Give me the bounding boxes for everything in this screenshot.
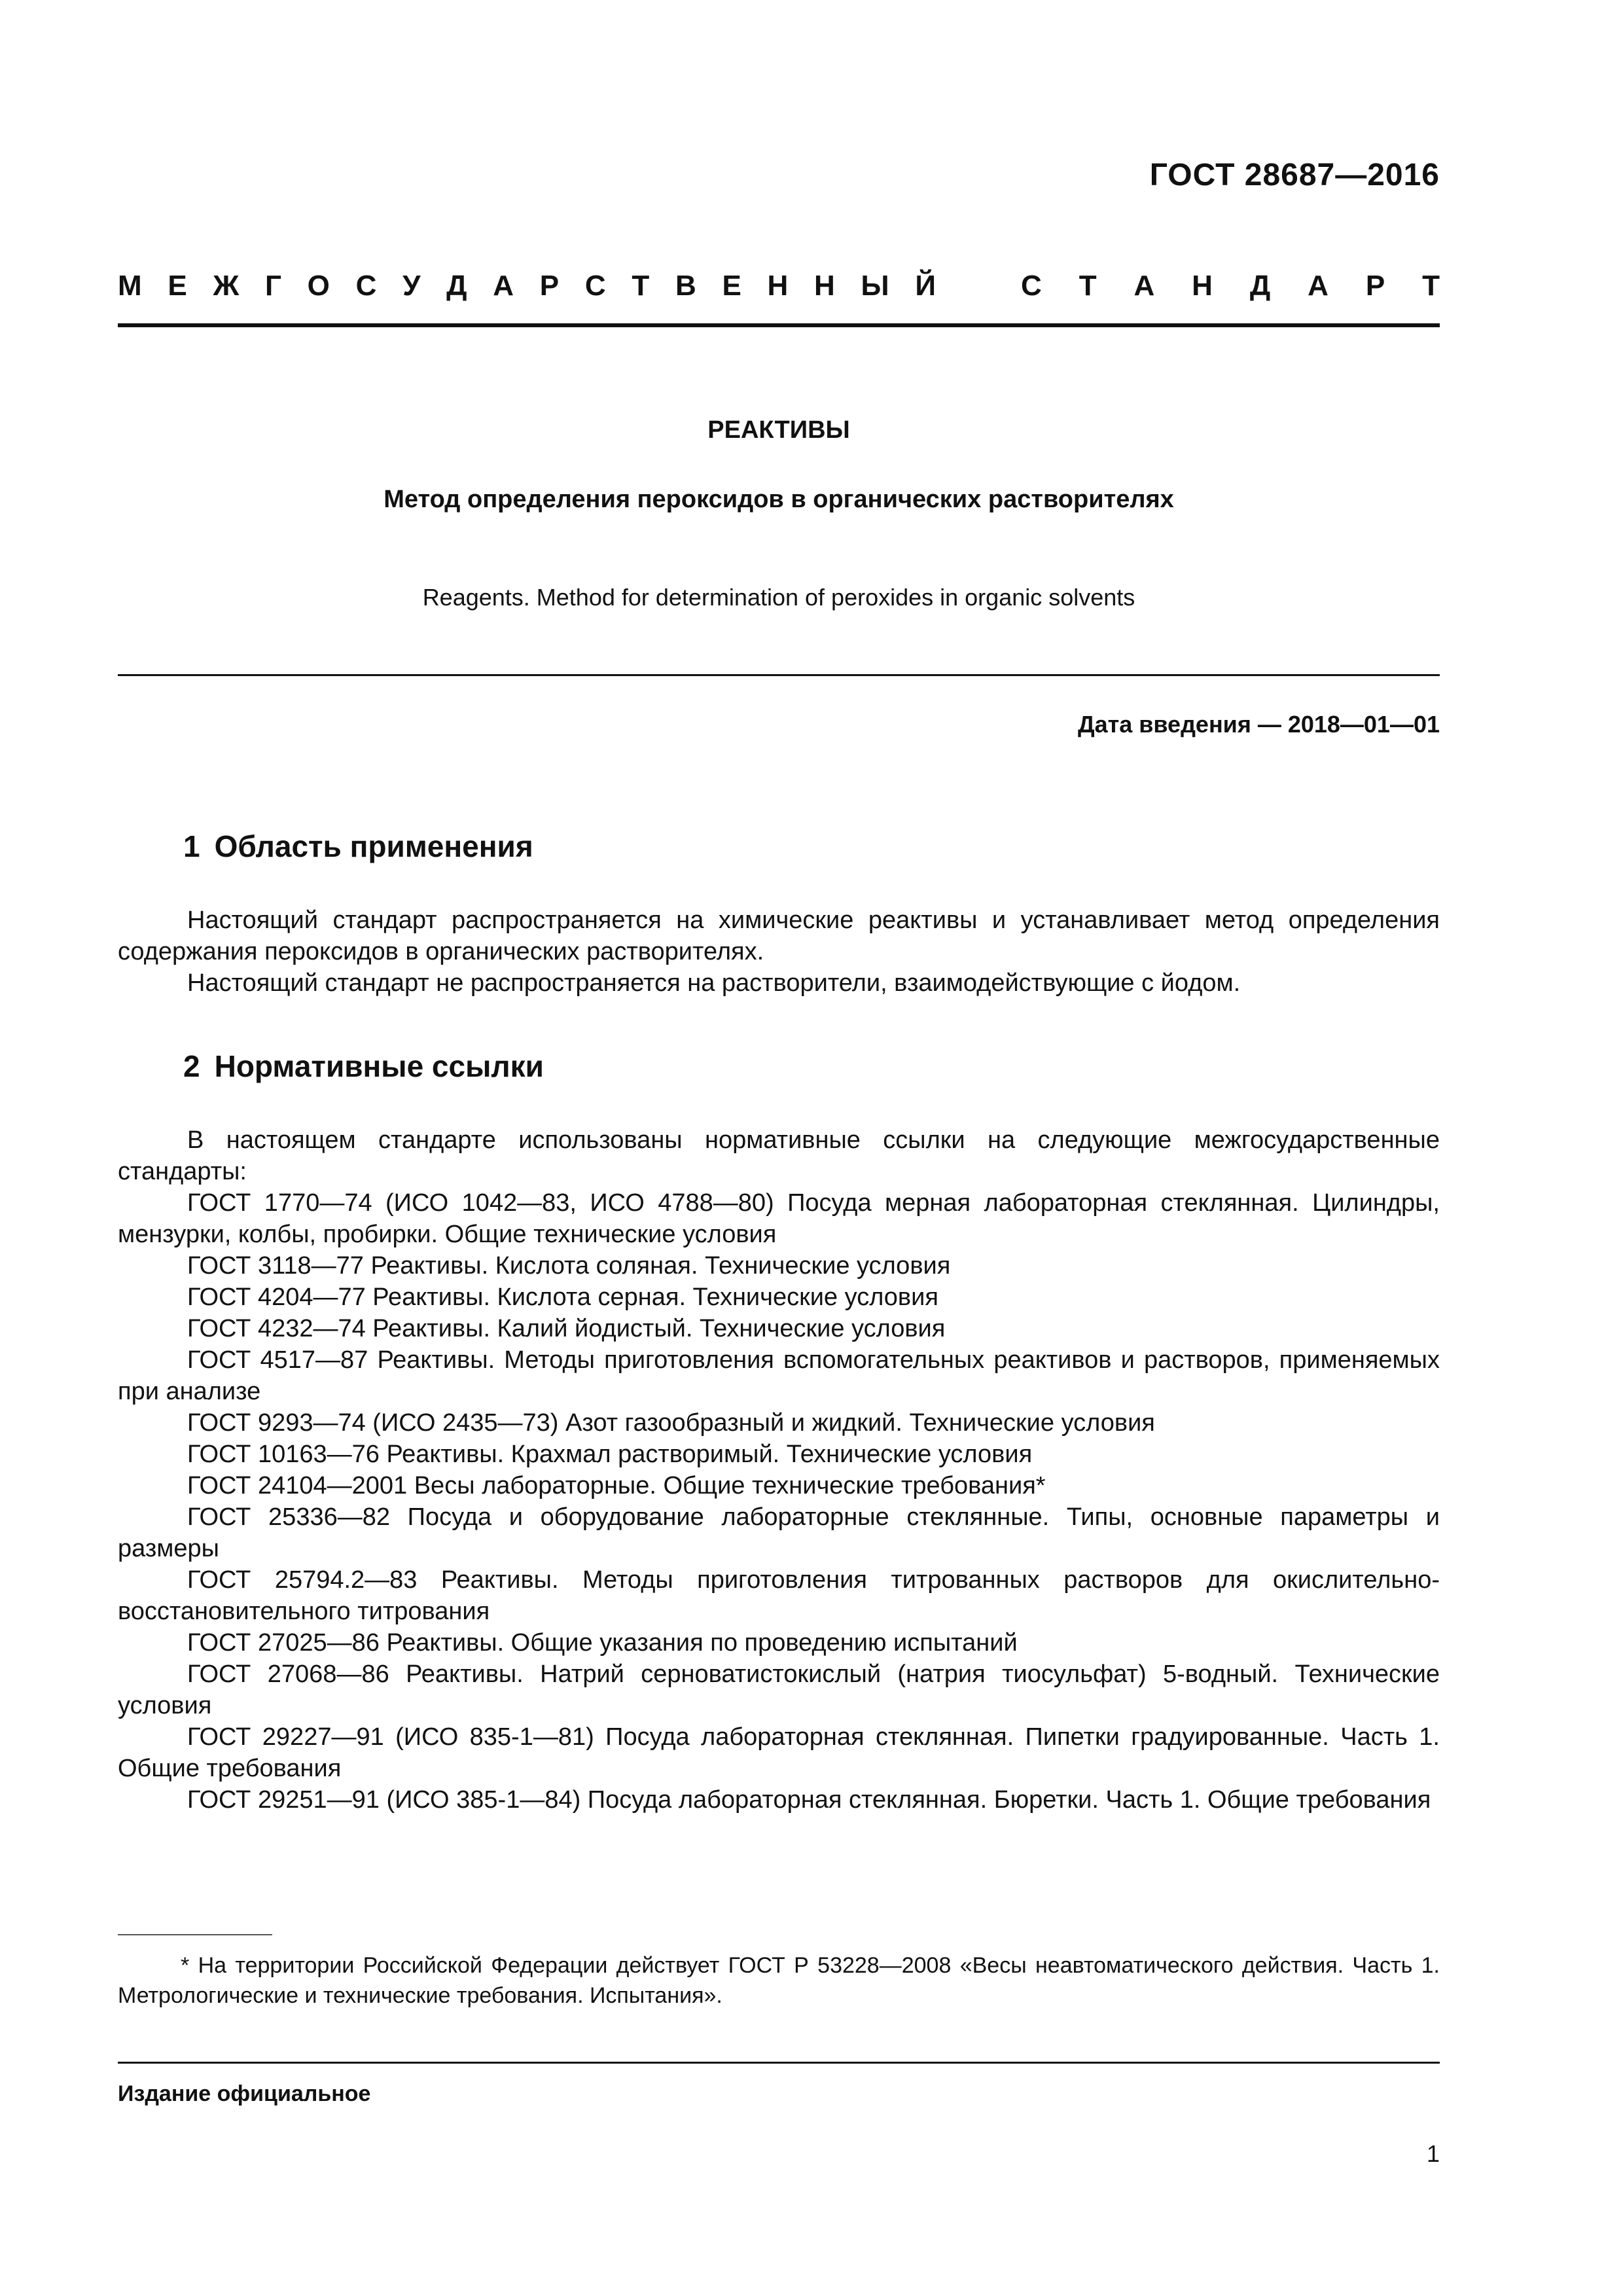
heading-letter: А	[493, 270, 514, 302]
footnote-text: * На территории Российской Федерации действует ГОСТ Р 53228—2008 «Весы неавтоматического действия. Часть 1. Метрологические и технические требования. Испытания».	[118, 1953, 1440, 2008]
heading-letter: Т	[1079, 270, 1097, 302]
heading-letter: Ы	[861, 270, 889, 302]
paragraph: Настоящий стандарт распространяется на химические реактивы и устанавливает метод определения содержания пероксидов в органических растворителях.	[118, 906, 1440, 965]
heading-letter: А	[1308, 270, 1329, 302]
gost-number: ГОСТ 28687—2016	[1149, 158, 1440, 192]
heading-letter: Н	[1192, 270, 1213, 302]
reference-item: ГОСТ 3118—77 Реактивы. Кислота соляная. Технические условия	[187, 1252, 951, 1280]
heading-letter: Т	[1422, 270, 1440, 302]
reference-item: ГОСТ 27068—86 Реактивы. Натрий серноватистокислый (натрия тиосульфат) 5-водный. Технические условия	[118, 1660, 1440, 1719]
heading-letter: Д	[1249, 270, 1271, 302]
heading-letter: Н	[767, 270, 789, 302]
heading-letter: Г	[264, 270, 281, 302]
heading-letter: Т	[632, 270, 650, 302]
heading-letter: У	[402, 270, 421, 302]
heading-letter: Е	[722, 270, 741, 302]
section-2-body	[118, 1124, 1440, 1816]
reference-item: ГОСТ 25336—82 Посуда и оборудование лабораторные стеклянные. Типы, основные параметры и размеры	[118, 1503, 1440, 1562]
section-number: 2	[183, 1049, 200, 1083]
heading-letter: Е	[168, 270, 187, 302]
section-2-heading	[183, 1049, 544, 1084]
document-subtitle: Метод определения пероксидов в органических растворителях	[383, 486, 1174, 513]
interstate-word	[118, 270, 936, 302]
header-divider	[118, 323, 1440, 327]
heading-letter: Н	[814, 270, 835, 302]
reference-item: ГОСТ 27025—86 Реактивы. Общие указания по проведению испытаний	[187, 1629, 1018, 1657]
heading-letter: Р	[1365, 270, 1385, 302]
document-title-english: Reagents. Method for determination of peroxides in organic solvents	[422, 584, 1135, 611]
heading-letter: Д	[446, 270, 467, 302]
section-title: Область применения	[214, 829, 533, 863]
reference-item: ГОСТ 9293—74 (ИСО 2435—73) Азот газообразный и жидкий. Технические условия	[187, 1409, 1155, 1437]
document-title: РЕАКТИВЫ	[707, 416, 850, 444]
heading-letter: С	[1021, 270, 1042, 302]
introduction-date: Дата введения — 2018—01—01	[1077, 711, 1440, 738]
heading-letter: Ж	[213, 270, 240, 302]
heading-letter: Й	[915, 270, 936, 302]
heading-letter: В	[675, 270, 696, 302]
reference-item: ГОСТ 24104—2001 Весы лабораторные. Общие технические требования*	[187, 1472, 1046, 1499]
standard-word	[1021, 270, 1440, 302]
reference-item: ГОСТ 25794.2—83 Реактивы. Методы приготовления титрованных растворов для окислительно-восстановительного титрования	[118, 1566, 1440, 1625]
reference-item: ГОСТ 4232—74 Реактивы. Калий йодистый. Технические условия	[187, 1315, 946, 1342]
reference-item: ГОСТ 1770—74 (ИСО 1042—83, ИСО 4788—80) Посуда мерная лабораторная стеклянная. Цилиндры, мензурки, колбы, пробирки. Общие технические условия	[118, 1189, 1440, 1248]
reference-item: ГОСТ 4517—87 Реактивы. Методы приготовления вспомогательных реактивов и растворов, применяемых при анализе	[118, 1346, 1440, 1405]
section-1-body	[118, 905, 1440, 999]
reference-item: ГОСТ 29251—91 (ИСО 385-1—84) Посуда лабораторная стеклянная. Бюретки. Часть 1. Общие требования	[187, 1786, 1431, 1814]
section-number: 1	[183, 829, 200, 863]
interstate-standard-heading	[118, 270, 1440, 302]
footnote-divider	[118, 1934, 272, 1935]
heading-letter: С	[584, 270, 606, 302]
reference-item: ГОСТ 4204—77 Реактивы. Кислота серная. Технические условия	[187, 1283, 938, 1311]
heading-letter: А	[1133, 270, 1155, 302]
heading-letter: М	[118, 270, 142, 302]
heading-letter: С	[355, 270, 377, 302]
reference-item: ГОСТ 10163—76 Реактивы. Крахмал растворимый. Технические условия	[187, 1441, 1033, 1468]
section-1-heading	[183, 829, 533, 864]
footer-divider	[118, 2062, 1440, 2064]
paragraph: Настоящий стандарт не распространяется на растворители, взаимодействующие с йодом.	[187, 969, 1241, 997]
heading-letter: О	[307, 270, 330, 302]
title-divider	[118, 674, 1440, 676]
footnote	[118, 1950, 1440, 2011]
page-number: 1	[1426, 2140, 1440, 2167]
edition-label: Издание официальное	[118, 2081, 371, 2106]
section-title: Нормативные ссылки	[214, 1049, 544, 1083]
heading-letter: Р	[539, 270, 560, 302]
paragraph: В настоящем стандарте использованы нормативные ссылки на следующие межгосударственные стандарты:	[118, 1126, 1440, 1185]
reference-item: ГОСТ 29227—91 (ИСО 835-1—81) Посуда лабораторная стеклянная. Пипетки градуированные. Часть 1. Общие требования	[118, 1723, 1440, 1782]
